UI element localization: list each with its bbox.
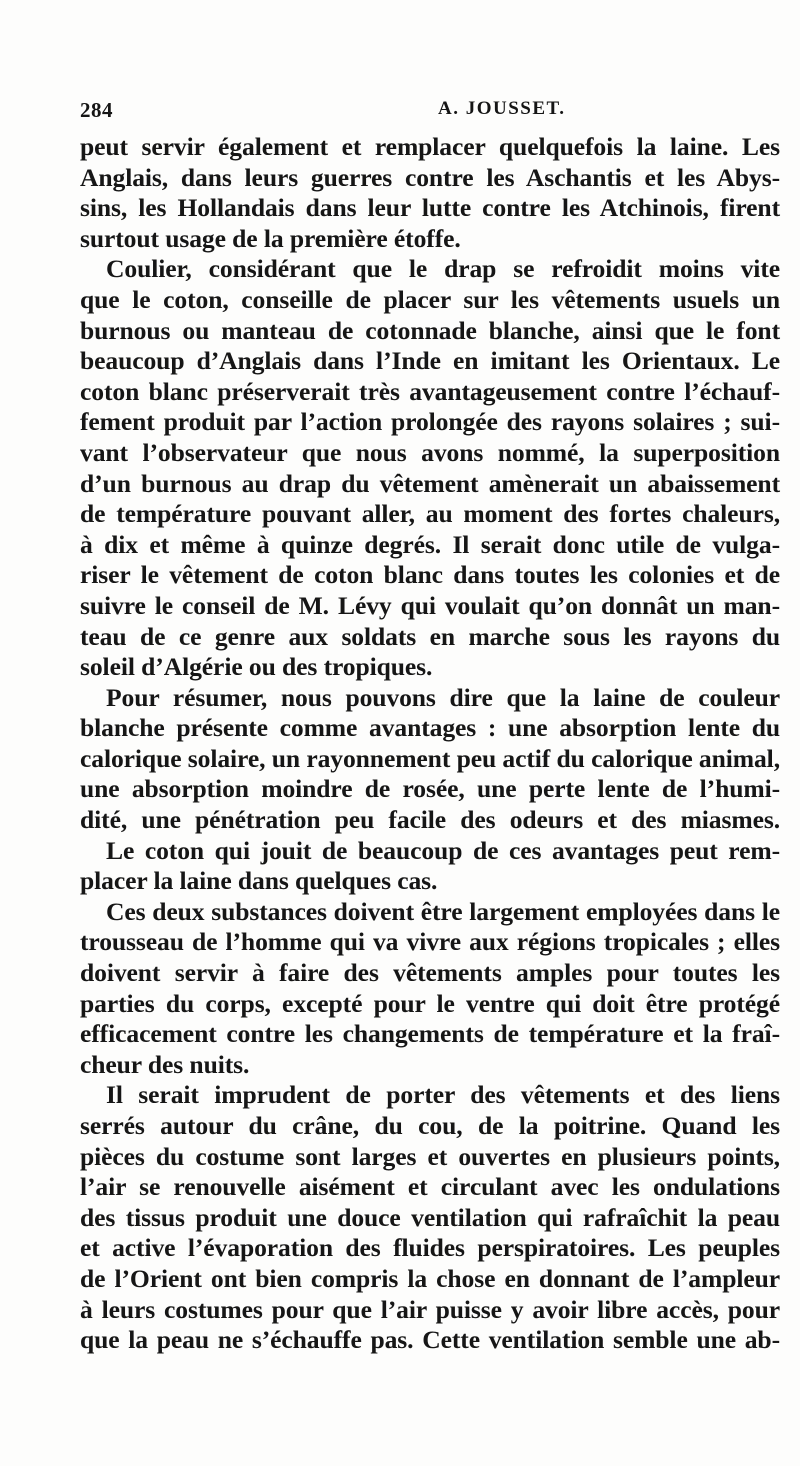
text-line: que la peau ne s’échauffe pas. Cette ventilation semble une ab- <box>80 1325 780 1355</box>
text-line: blanche présente comme avantages : une absorption lente du <box>80 713 780 743</box>
text-line: riser le vêtement de coton blanc dans toutes les colonies et de <box>80 560 780 590</box>
text-line: suivre le conseil de M. Lévy qui voulait qu’on donnât un man- <box>80 590 780 620</box>
text-line: vant l’observateur que nous avons nommé, la superposition <box>80 437 780 467</box>
running-head: A. JOUSSET. <box>438 98 566 119</box>
text-line: à leurs costumes pour que l’air puisse y avoir libre accès, pour <box>80 1294 780 1324</box>
text-line: parties du corps, excepté pour le ventre qui doit être protégé <box>80 988 780 1018</box>
text-line: serrés autour du crâne, du cou, de la poitrine. Quand les <box>80 1111 780 1140</box>
text-line: Anglais, dans leurs guerres contre les Aschantis et les Abys- <box>80 162 780 192</box>
text-line: Ces deux substances doivent être largement employées dans le <box>106 896 780 926</box>
text-line: fement produit par l’action prolongée des rayons solaires ; sui- <box>80 407 780 437</box>
text-line: de température pouvant aller, au moment des fortes chaleurs, <box>80 499 780 529</box>
text-line: Coulier, considérant que le drap se refroidit moins vite <box>106 254 780 284</box>
text-line: trousseau de l’homme qui va vivre aux régions tropicales ; elles <box>80 927 780 957</box>
text-line: Pour résumer, nous pouvons dire que la laine de couleur <box>106 682 780 712</box>
text-line: sins, les Hollandais dans leur lutte contre les Atchinois, firent <box>80 193 780 223</box>
text-line: calorique solaire, un rayonnement peu actif du calorique animal, <box>80 743 780 773</box>
text-line: beaucoup d’Anglais dans l’Inde en imitant les Orientaux. Le <box>80 346 780 376</box>
text-line: à dix et même à quinze degrés. Il serait donc utile de vulga- <box>80 529 780 559</box>
text-line: efficacement contre les changements de température et la fraî- <box>80 1019 780 1049</box>
text-line: l’air se renouvelle aisément et circulant avec les ondulations <box>80 1172 780 1202</box>
text-line: que le coton, conseille de placer sur les vêtements usuels un <box>80 284 780 314</box>
text-line: doivent servir à faire des vêtements amples pour toutes les <box>80 958 780 988</box>
page-number: 284 <box>80 98 113 122</box>
text-line: Le coton qui jouit de beaucoup de ces avantages peut rem- <box>106 835 780 865</box>
text-line: coton blanc préserverait très avantageusement contre l’échauf- <box>80 376 780 406</box>
text-line: Il serait imprudent de porter des vêtements et des liens <box>106 1080 780 1110</box>
text-line: soleil d’Algérie ou des tropiques. <box>80 652 433 682</box>
text-line: dité, une pénétration peu facile des odeurs et des miasmes. <box>80 805 780 835</box>
text-line: pièces du costume sont larges et ouvertes en plusieurs points, <box>80 1141 780 1171</box>
text-line: une absorption moindre de rosée, une perte lente de l’humi- <box>80 774 780 804</box>
text-line: des tissus produit une douce ventilation qui rafraîchit la peau <box>80 1202 780 1232</box>
text-line: de l’Orient ont bien compris la chose en donnant de l’ampleur <box>80 1263 780 1293</box>
text-line: et active l’évaporation des fluides perspiratoires. Les peuples <box>80 1233 780 1263</box>
page-header <box>80 98 780 128</box>
text-line: d’un burnous au drap du vêtement amènerait un abaissement <box>80 468 780 498</box>
text-line: teau de ce genre aux soldats en marche sous les rayons du <box>80 621 780 651</box>
body-text <box>80 132 780 1356</box>
text-line: cheur des nuits. <box>80 1049 250 1079</box>
text-line: burnous ou manteau de cotonnade blanche, ainsi que le font <box>80 315 780 345</box>
text-line: surtout usage de la première étoffe. <box>80 223 461 253</box>
text-line: peut servir également et remplacer quelquefois la laine. Les <box>80 132 780 161</box>
text-line: placer la laine dans quelques cas. <box>80 866 438 896</box>
